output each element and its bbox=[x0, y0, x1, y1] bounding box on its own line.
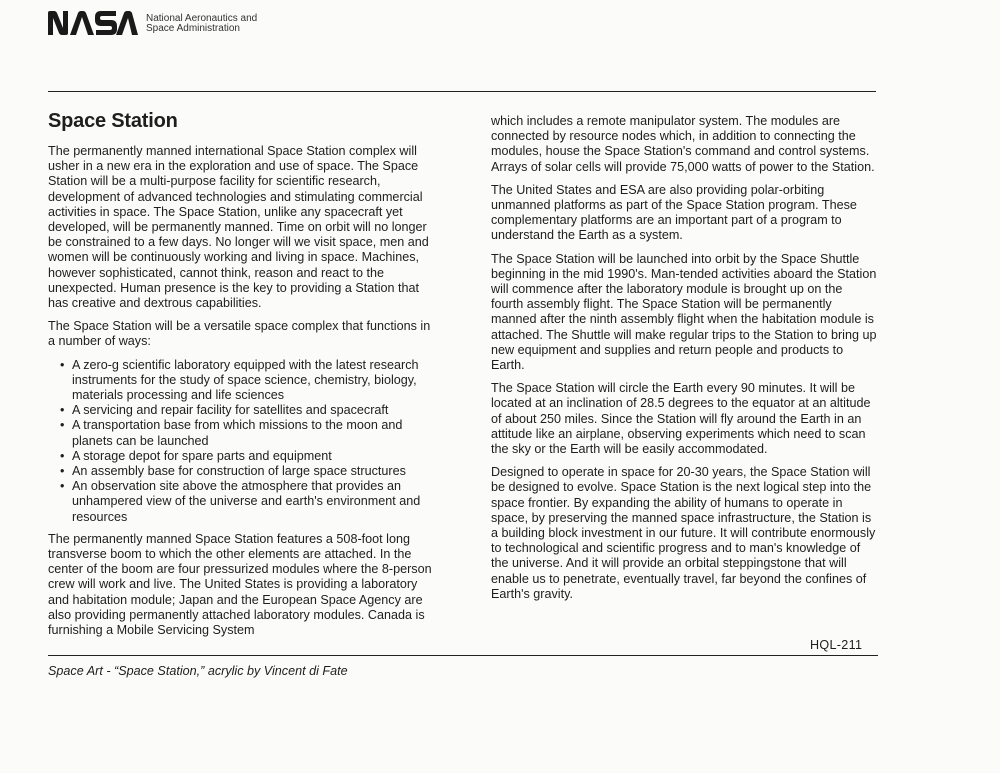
page-title: Space Station bbox=[48, 110, 178, 132]
right-column bbox=[491, 114, 878, 610]
paragraph: The United States and ESA are also providing polar-orbiting unmanned platforms as part of the Space Station program. These complementary platforms are an important part of a program to understand the Earth as a system. bbox=[491, 182, 857, 243]
bottom-divider bbox=[48, 655, 878, 656]
list-item: • A servicing and repair facility for satellites and spacecraft bbox=[72, 403, 438, 418]
paragraph: The Space Station will circle the Earth every 90 minutes. It will be located at an inclination of 28.5 degrees to the equator at an altitude of about 250 miles. Since the Station will fly around the Earth in an attitude like an airplane, observing experiments which need to scan the sky or the Earth will be easily accommodated. bbox=[491, 381, 871, 457]
image-caption: Space Art - “Space Station,” acrylic by Vincent di Fate bbox=[48, 664, 348, 678]
paragraph: The Space Station will be a versatile space complex that functions in a number of ways: bbox=[48, 319, 431, 349]
paragraph: The permanently manned international Space Station complex will usher in a new era in the exploration and use of space. The Space Station will be a multi-purpose facility for scientific research, development of advanced technologies and stimulating commercial activities in space. The Space Station, unlike any spacecraft yet developed, will be permanently manned. Time on orbit will no longer be constrained to a few days. No longer will we visit space, men and women will be continuously working and living in space. Machines, however sophisticated, cannot think, reason and react to the unexpected. Human presence is the key to providing a Station that has creative and dextrous capabilities. bbox=[48, 144, 429, 311]
list-item: • An observation site above the atmosphere that provides an unhampered view of the universe and earth's environment and resources bbox=[72, 479, 438, 525]
agency-name bbox=[146, 14, 257, 34]
list-item: • An assembly base for construction of large space structures bbox=[72, 464, 438, 479]
functions-list bbox=[48, 358, 438, 525]
nasa-logo bbox=[48, 10, 138, 36]
left-column bbox=[48, 110, 438, 646]
paragraph: which includes a remote manipulator system. The modules are connected by resource nodes which, in addition to connecting the modules, house the Space Station's command and control systems. Arrays of solar cells will provide 75,000 watts of power to the Station. bbox=[491, 114, 875, 174]
list-item: • A storage depot for spare parts and equipment bbox=[72, 449, 438, 464]
top-divider bbox=[48, 91, 876, 92]
paragraph: The Space Station will be launched into orbit by the Space Shuttle beginning in the mid 1990's. Man-tended activities aboard the Station will commence after the laboratory module is brought up on the fourth assembly flight. The Space Station will be permanently manned after the ninth assembly flight when the habitation module is attached. The Shuttle will make regular trips to the Station to bring up new equipment and supplies and return people and products to Earth. bbox=[491, 251, 877, 373]
agency-name-line1: National Aeronautics and bbox=[146, 13, 258, 24]
list-item: • A zero-g scientific laboratory equipped with the latest research instruments for the study of space science, chemistry, biology, materials processing and life sciences bbox=[72, 358, 438, 404]
list-item: • A transportation base from which missions to the moon and planets can be launched bbox=[72, 418, 438, 448]
paragraph: The permanently manned Space Station features a 508-foot long transverse boom to which the other elements are attached. In the center of the boom are four pressurized modules where the 8-person crew will work and live. The United States is providing a laboratory and habitation module; Japan and the European Space Agency are also providing permanently attached laboratory modules. Canada is furnishing a Mobile Servicing System bbox=[48, 531, 432, 638]
document-code: HQL-211 bbox=[810, 638, 863, 652]
paragraph: Designed to operate in space for 20-30 years, the Space Station will be designed to evolve. Space Station is the next logical step into the space frontier. By expanding the ability of humans to operate in space, by preserving the manned space infrastructure, the Station is a building block investment in our future. It will contribute enormously to technological and scientific progress and to man's knowledge of the universe. And it will provide an orbital steppingstone that will enable us to penetrate, eventually travel, far beyond the confines of Earth's gravity. bbox=[491, 465, 876, 601]
agency-name-line2: Space Administration bbox=[146, 23, 240, 34]
